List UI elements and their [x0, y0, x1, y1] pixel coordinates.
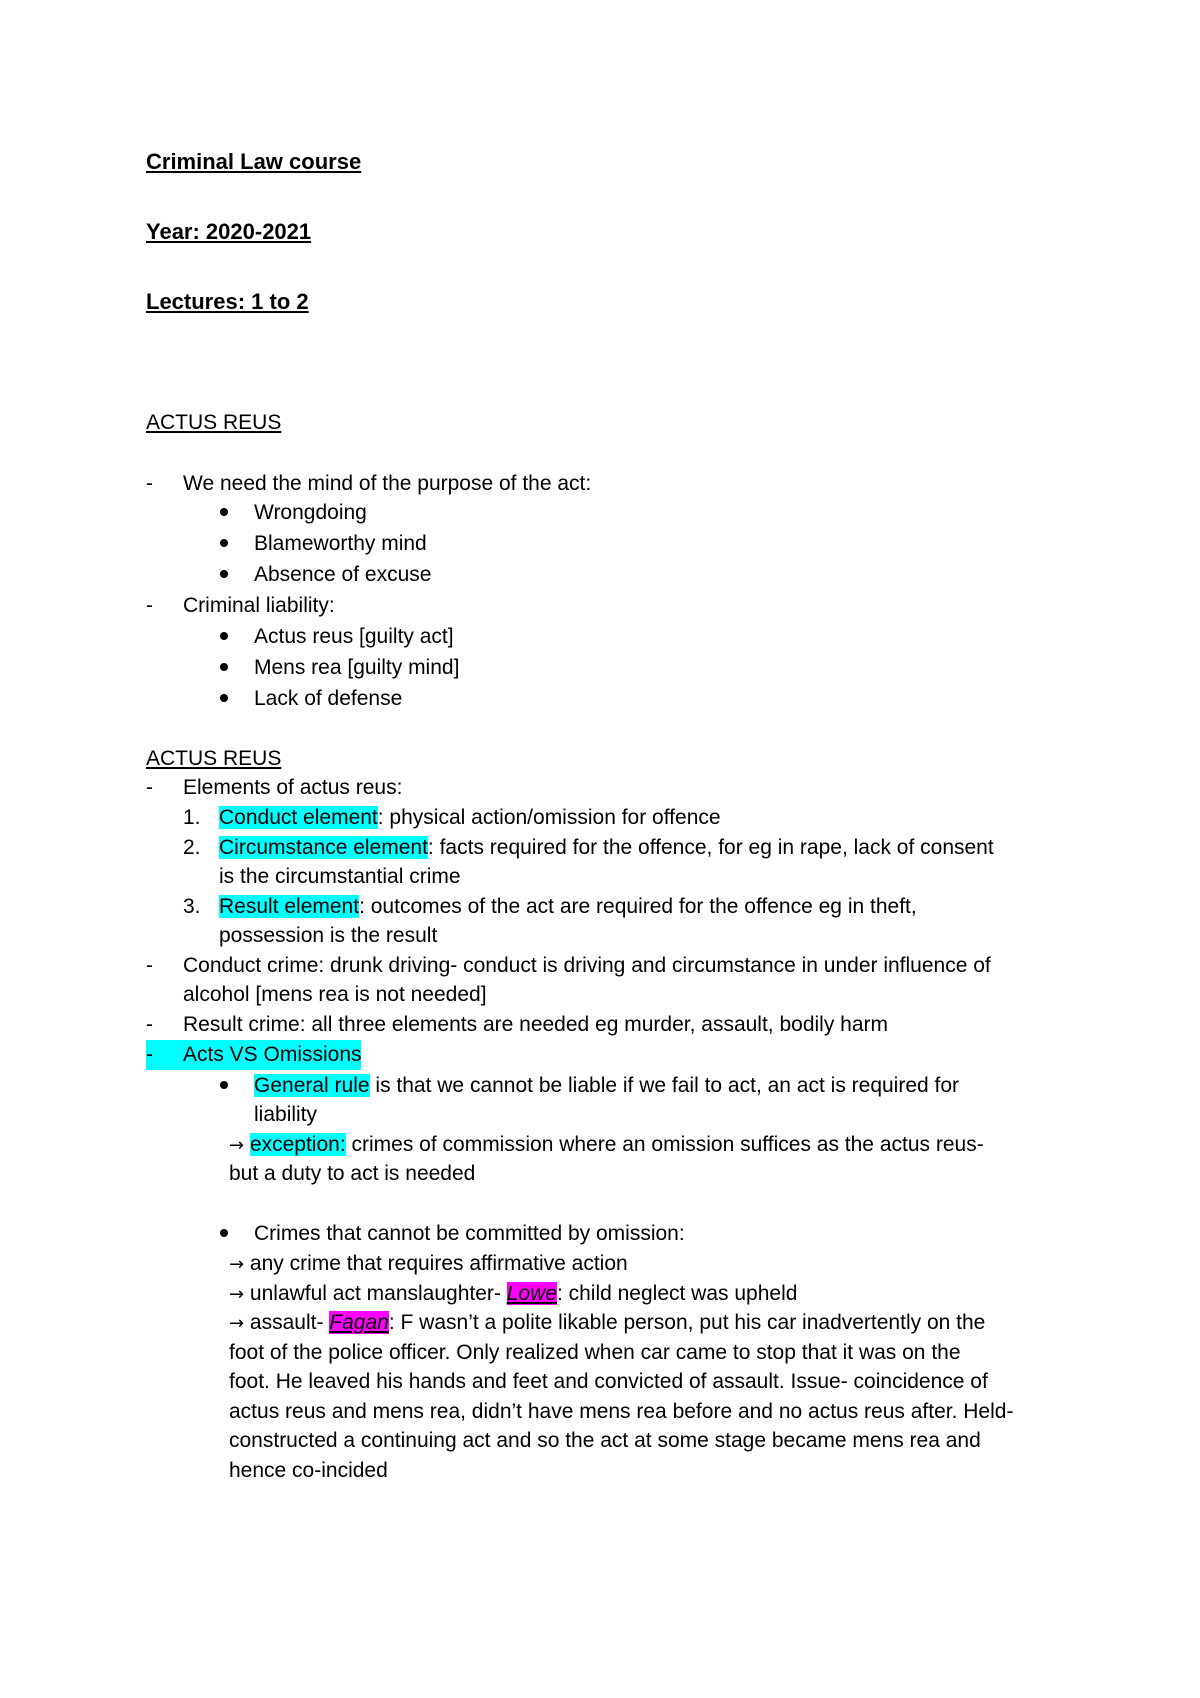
bullet-icon — [220, 663, 228, 671]
case-text: : child neglect was upheld — [556, 1282, 798, 1305]
highlighted-term: exception: — [249, 1133, 346, 1156]
arrow-right-icon: → — [229, 1135, 245, 1156]
list-item: Result crime: all three elements are needed eg murder, assault, bodily harm — [183, 1013, 889, 1036]
list-item: Absence of excuse — [254, 563, 432, 586]
list-item: Mens rea [guilty mind] — [254, 656, 460, 679]
list-item: Lack of defense — [254, 687, 403, 710]
dash-marker: - — [146, 1043, 153, 1066]
bullet-icon — [220, 570, 228, 578]
case-text: : F wasn’t a polite likable person, put his car inadvertently on the — [388, 1311, 986, 1334]
list-item: Crimes that cannot be committed by omission: — [254, 1222, 685, 1245]
bullet-icon — [220, 1229, 228, 1237]
list-item: Blameworthy mind — [254, 532, 427, 555]
paragraph-line: foot of the police officer. Only realized when car came to stop that it was on the — [229, 1341, 961, 1364]
bullet-icon — [220, 1081, 228, 1089]
list-item: Wrongdoing — [254, 501, 367, 524]
bullet-icon — [220, 632, 228, 640]
arrow-right-icon: → — [229, 1254, 245, 1275]
element-item — [219, 893, 917, 921]
bullet-icon — [220, 694, 228, 702]
dash-marker: - — [146, 594, 153, 617]
element-text: : facts required for the offence, for eg in rape, lack of consent — [427, 836, 994, 859]
list-item: We need the mind of the purpose of the act: — [183, 472, 592, 495]
element-continuation: possession is the result — [219, 924, 438, 947]
list-item: Conduct crime: drunk driving- conduct is driving and circumstance in under influence of — [183, 954, 991, 977]
list-item: Elements of actus reus: — [183, 776, 403, 799]
acts-vs-omissions: Acts VS Omissions — [183, 1043, 362, 1066]
dash-marker: - — [146, 1013, 153, 1036]
element-continuation: is the circumstantial crime — [219, 865, 461, 888]
general-rule-continuation: liability — [254, 1103, 318, 1126]
section-heading-2: ACTUS REUS — [146, 747, 282, 770]
element-text: : physical action/omission for offence — [377, 806, 721, 829]
dash-marker: - — [146, 776, 153, 799]
arrow-line — [229, 1280, 797, 1309]
exception-text: crimes of commission where an omission suffices as the actus reus- — [345, 1133, 984, 1156]
general-rule-text: is that we cannot be liable if we fail to act, an act is required for — [369, 1074, 960, 1097]
list-number: 2. — [183, 836, 201, 859]
arrow-line-text: assault- — [244, 1311, 330, 1334]
list-item-continuation: alcohol [mens rea is not needed] — [183, 983, 487, 1006]
arrow-line-text: unlawful act manslaughter- — [244, 1282, 507, 1305]
paragraph-line: foot. He leaved his hands and feet and convicted of assault. Issue- coincidence of — [229, 1370, 988, 1393]
course-title: Criminal Law course — [146, 149, 362, 174]
bullet-icon — [220, 508, 228, 516]
highlighted-term: Result element — [219, 895, 360, 918]
paragraph-line: constructed a continuing act and so the act at some stage became mens rea and — [229, 1429, 981, 1452]
paragraph-line: hence co-incided — [229, 1459, 388, 1482]
exception-continuation: but a duty to act is needed — [229, 1162, 476, 1185]
lectures-heading: Lectures: 1 to 2 — [146, 289, 309, 314]
list-item: Criminal liability: — [183, 594, 335, 617]
list-number: 1. — [183, 806, 201, 829]
arrow-line-text: any crime that requires affirmative action — [244, 1252, 628, 1275]
arrow-line — [229, 1250, 628, 1279]
element-text: : outcomes of the act are required for the offence eg in theft, — [359, 895, 917, 918]
bullet-icon — [220, 539, 228, 547]
paragraph-line: actus reus and mens rea, didn’t have mens rea before and no actus reus after. Held- — [229, 1400, 1014, 1423]
arrow-right-icon: → — [229, 1313, 245, 1334]
year-heading: Year: 2020-2021 — [146, 219, 312, 244]
case-name-lowe: Lowe — [506, 1282, 557, 1305]
dash-marker: - — [146, 954, 153, 977]
section-heading-1: ACTUS REUS — [146, 411, 282, 434]
dash-marker: - — [146, 472, 153, 495]
exception-line — [229, 1131, 984, 1160]
highlighted-term: Circumstance element — [219, 836, 428, 859]
case-name-fagan: Fagan — [329, 1311, 389, 1334]
element-item — [219, 804, 721, 832]
list-item: Actus reus [guilty act] — [254, 625, 454, 648]
highlighted-term: General rule — [254, 1074, 370, 1097]
arrow-line — [229, 1309, 985, 1338]
highlighted-term: Conduct element — [219, 806, 378, 829]
general-rule-item — [254, 1072, 959, 1100]
list-number: 3. — [183, 895, 201, 918]
arrow-right-icon: → — [229, 1284, 245, 1305]
element-item — [219, 834, 994, 862]
